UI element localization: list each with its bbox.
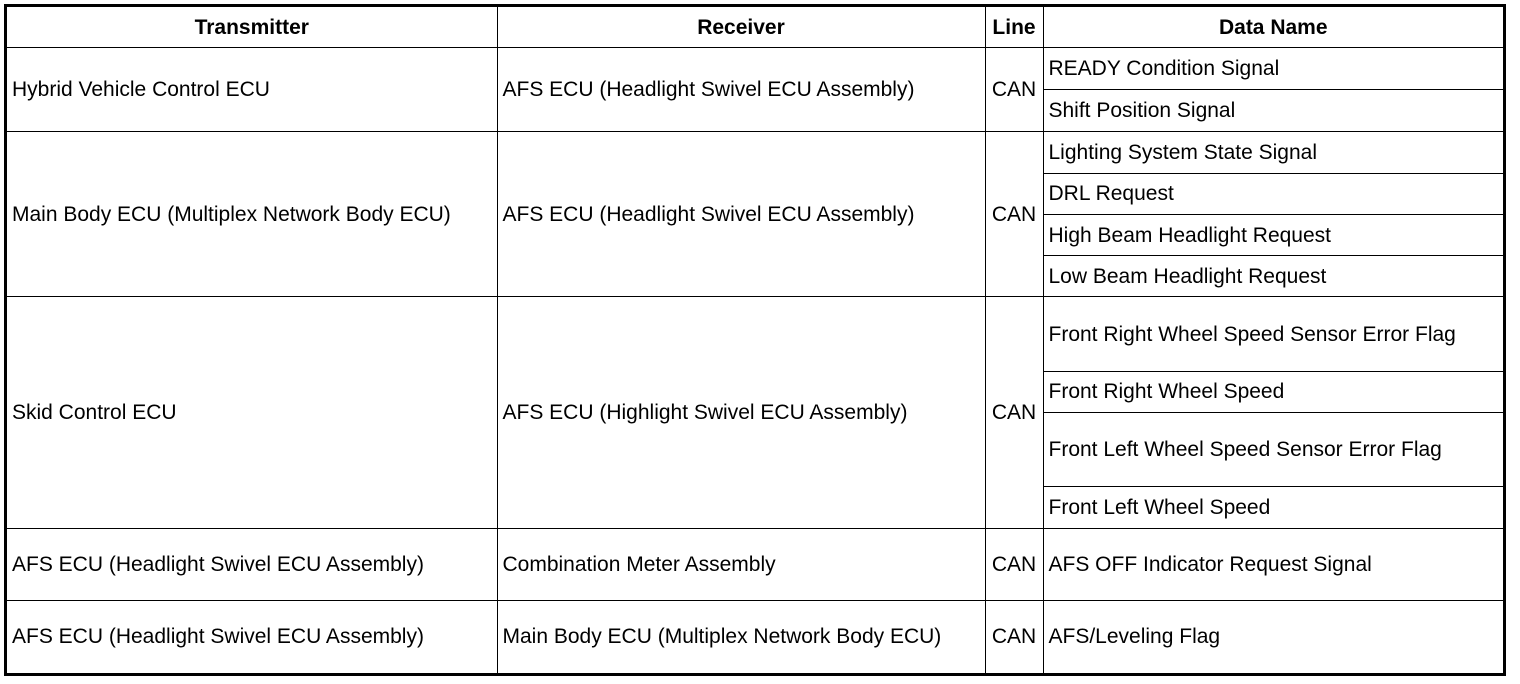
header-row (7, 7, 1503, 48)
transmitter-cell: Hybrid Vehicle Control ECU (7, 48, 497, 132)
table-row (7, 600, 1503, 673)
transmitter-cell: AFS ECU (Headlight Swivel ECU Assembly) (7, 528, 497, 600)
line-cell: CAN (985, 297, 1043, 528)
line-cell: CAN (985, 600, 1043, 673)
header-transmitter: Transmitter (7, 7, 497, 48)
data-name-cell: Front Right Wheel Speed Sensor Error Flag (1043, 297, 1503, 371)
receiver-cell: Combination Meter Assembly (497, 528, 985, 600)
data-name-cell: Front Left Wheel Speed Sensor Error Flag (1043, 412, 1503, 486)
line-cell: CAN (985, 528, 1043, 600)
header-data-name: Data Name (1043, 7, 1503, 48)
receiver-cell: AFS ECU (Headlight Swivel ECU Assembly) (497, 48, 985, 132)
data-name-cell: DRL Request (1043, 173, 1503, 214)
can-communication-table (7, 7, 1503, 673)
data-name-cell: AFS OFF Indicator Request Signal (1043, 528, 1503, 600)
transmitter-cell: AFS ECU (Headlight Swivel ECU Assembly) (7, 600, 497, 673)
data-name-cell: AFS/Leveling Flag (1043, 600, 1503, 673)
data-name-cell: READY Condition Signal (1043, 48, 1503, 90)
transmitter-cell: Skid Control ECU (7, 297, 497, 528)
data-name-cell: High Beam Headlight Request (1043, 214, 1503, 255)
header-line: Line (985, 7, 1043, 48)
receiver-cell: Main Body ECU (Multiplex Network Body ECU) (497, 600, 985, 673)
data-name-cell: Shift Position Signal (1043, 90, 1503, 132)
data-name-cell: Low Beam Headlight Request (1043, 256, 1503, 297)
receiver-cell: AFS ECU (Highlight Swivel ECU Assembly) (497, 297, 985, 528)
data-name-cell: Lighting System State Signal (1043, 132, 1503, 173)
table-row (7, 528, 1503, 600)
receiver-cell: AFS ECU (Headlight Swivel ECU Assembly) (497, 132, 985, 297)
data-name-cell: Front Right Wheel Speed (1043, 371, 1503, 412)
data-name-cell: Front Left Wheel Speed (1043, 487, 1503, 528)
line-cell: CAN (985, 48, 1043, 132)
table-row (7, 297, 1503, 371)
header-receiver: Receiver (497, 7, 985, 48)
line-cell: CAN (985, 132, 1043, 297)
can-communication-table-container (4, 4, 1506, 676)
table-row (7, 48, 1503, 90)
table-row (7, 132, 1503, 173)
transmitter-cell: Main Body ECU (Multiplex Network Body ECU) (7, 132, 497, 297)
